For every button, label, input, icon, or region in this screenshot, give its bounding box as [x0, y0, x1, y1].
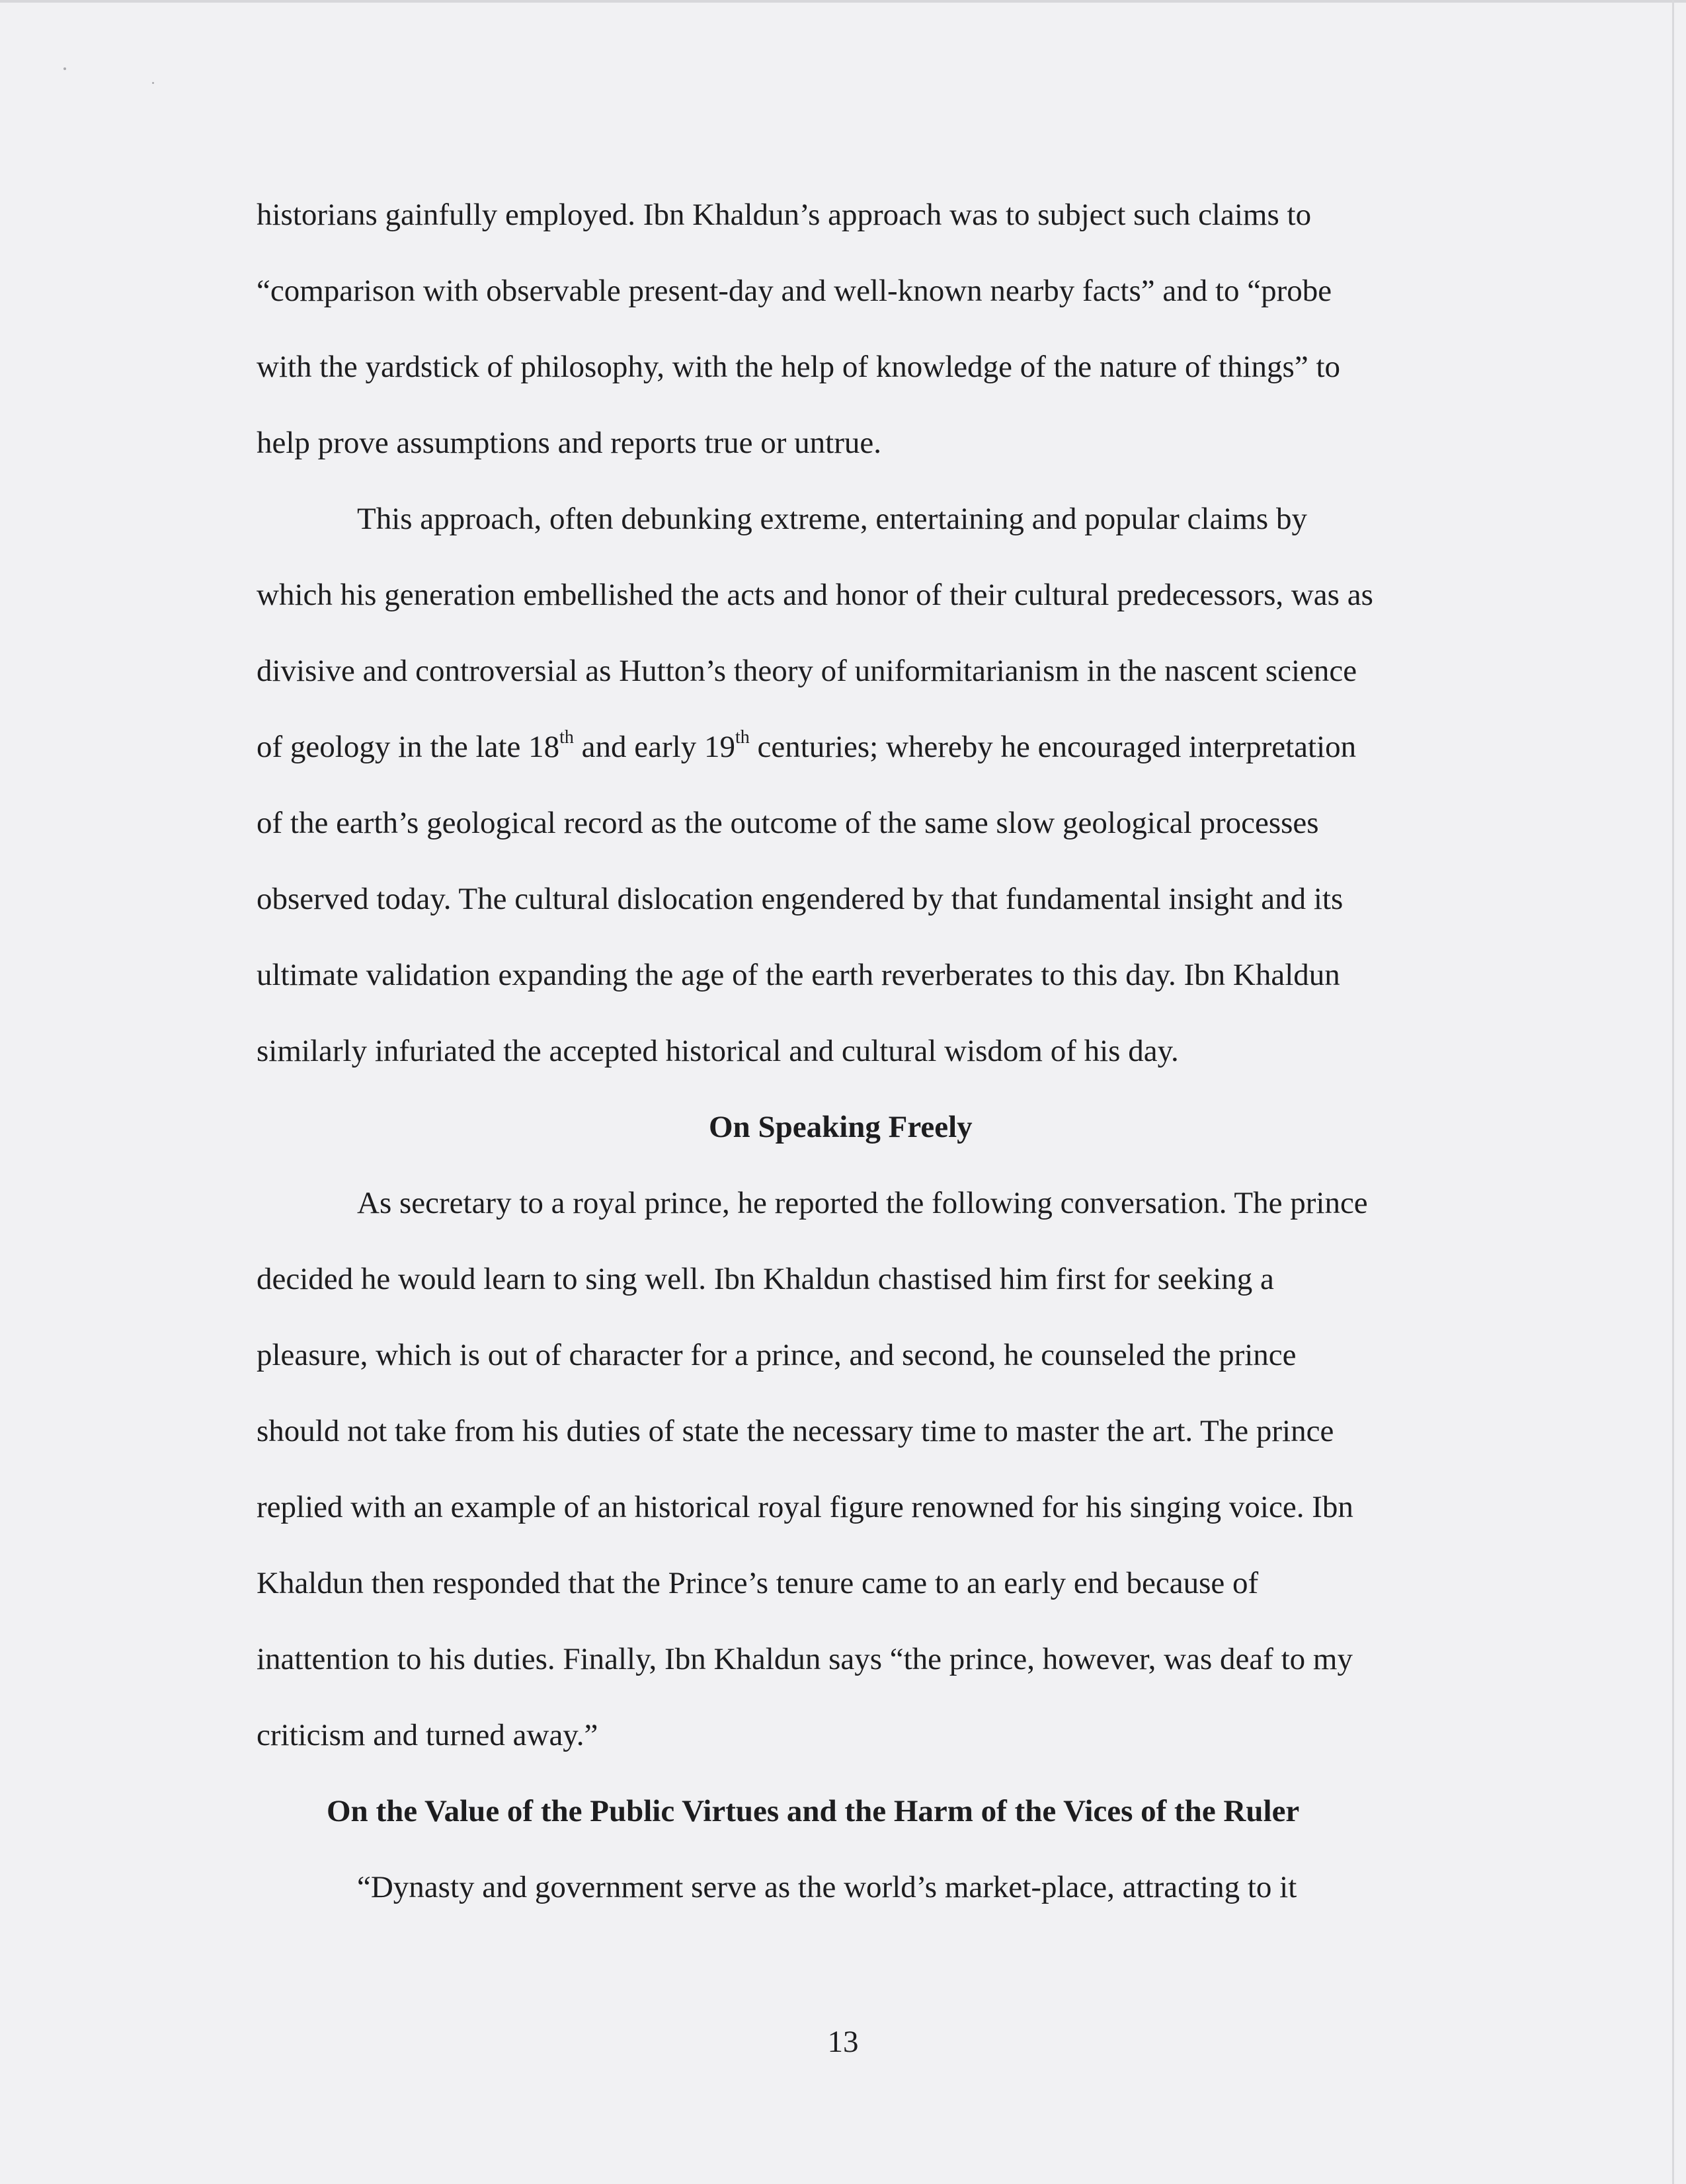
scan-speck	[152, 82, 154, 84]
text-line: similarly infuriated the accepted historical and cultural wisdom of his day.	[257, 1034, 1179, 1068]
ordinal-superscript: th	[735, 727, 750, 748]
page-top-edge	[0, 0, 1686, 3]
text-line: Khaldun then responded that the Prince’s tenure came to an early end because of	[257, 1566, 1259, 1600]
text-line: with the yardstick of philosophy, with the help of knowledge of the nature of things” to	[257, 350, 1341, 384]
text-line: should not take from his duties of state the necessary time to master the art. The prince	[257, 1414, 1334, 1448]
text-line: pleasure, which is out of character for a prince, and second, he counseled the prince	[257, 1338, 1297, 1372]
text-run: and early 19	[573, 730, 735, 764]
text-line: decided he would learn to sing well. Ibn Khaldun chastised him first for seeking a	[257, 1262, 1274, 1296]
text-line: which his generation embellished the acts and honor of their cultural predecessors, was as	[257, 578, 1373, 612]
text-line: This approach, often debunking extreme, entertaining and popular claims by	[357, 502, 1307, 536]
text-line: of the earth’s geological record as the outcome of the same slow geological processes	[257, 806, 1319, 840]
text-line: inattention to his duties. Finally, Ibn Khaldun says “the prince, however, was deaf to my	[257, 1642, 1353, 1676]
text-line: “comparison with observable present-day and well-known nearby facts” and to “probe	[257, 274, 1332, 308]
text-run: of geology in the late 18	[257, 730, 560, 764]
section-heading: On Speaking Freely	[709, 1110, 973, 1144]
section-heading: On the Value of the Public Virtues and the Harm of the Vices of the Ruler	[327, 1794, 1300, 1828]
text-line: As secretary to a royal prince, he reported the following conversation. The prince	[357, 1186, 1368, 1220]
text-run: centuries; whereby he encouraged interpretation	[749, 730, 1357, 764]
text-line: “Dynasty and government serve as the world’s market-place, attracting to it	[357, 1870, 1297, 1904]
scan-speck	[63, 67, 66, 70]
text-line: historians gainfully employed. Ibn Khaldun’s approach was to subject such claims to	[257, 198, 1312, 232]
page-number: 13	[827, 2025, 859, 2059]
text-line: replied with an example of an historical royal figure renowned for his singing voice. Ibn	[257, 1490, 1353, 1524]
page-right-edge	[1672, 0, 1674, 2184]
ordinal-superscript: th	[559, 727, 574, 748]
text-line: observed today. The cultural dislocation engendered by that fundamental insight and its	[257, 882, 1344, 916]
text-line: help prove assumptions and reports true or untrue.	[257, 426, 882, 460]
text-line: criticism and turned away.”	[257, 1718, 598, 1752]
text-line: ultimate validation expanding the age of the earth reverberates to this day. Ibn Khaldun	[257, 958, 1340, 992]
text-line: divisive and controversial as Hutton’s theory of uniformitarianism in the nascent science	[257, 654, 1357, 688]
text-line	[257, 727, 1356, 767]
